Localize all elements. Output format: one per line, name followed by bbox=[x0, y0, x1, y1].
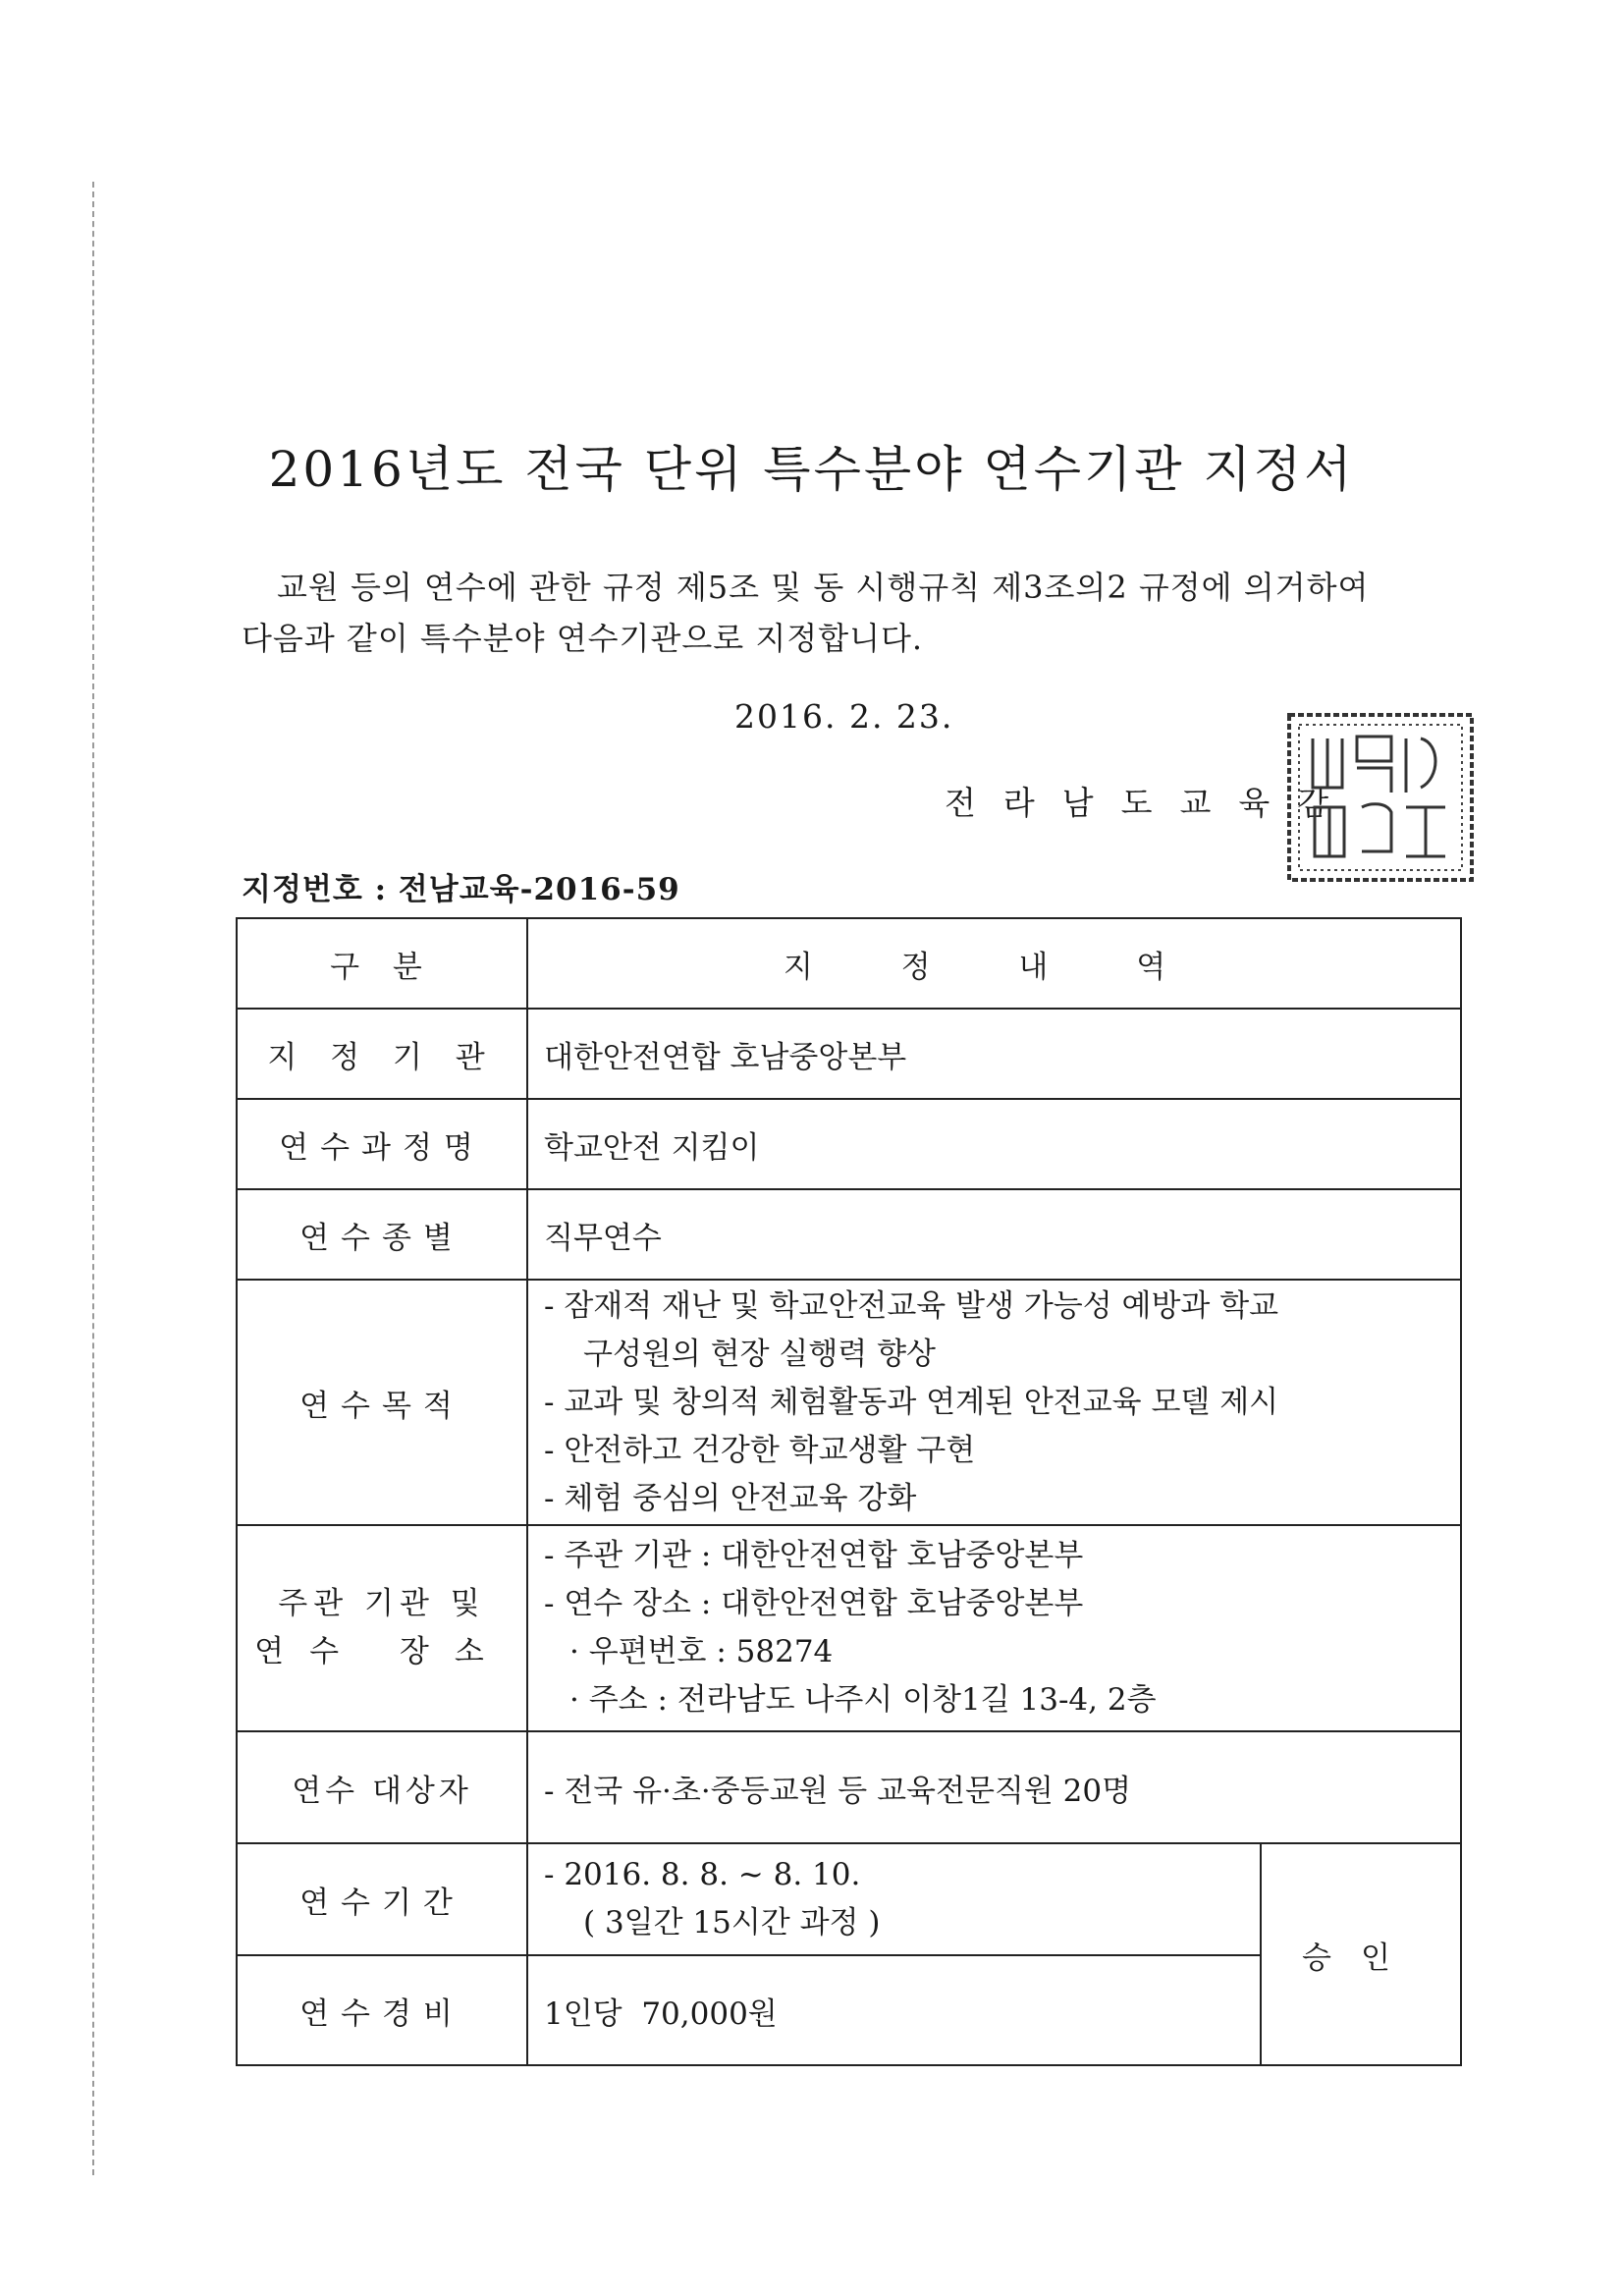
course-label: 연수과정명 bbox=[237, 1099, 527, 1189]
list-item: - 연수 장소 : 대한안전연합 호남중앙본부 bbox=[544, 1586, 1084, 1621]
approval-cell: 승인 bbox=[1261, 1843, 1461, 2065]
designation-number: 지정번호 : 전남교육-2016-59 bbox=[242, 872, 680, 907]
issue-date: 2016. 2. 23. bbox=[734, 697, 954, 736]
host-label bbox=[237, 1525, 527, 1731]
list-item: - 잠재적 재난 및 학교안전교육 발생 가능성 예방과 학교 bbox=[544, 1287, 1279, 1324]
table-row bbox=[237, 1843, 1461, 1955]
table-row bbox=[237, 1099, 1461, 1189]
header-category: 구 분 bbox=[237, 918, 527, 1009]
host-label-line-2: 연수 장소 bbox=[254, 1634, 510, 1669]
list-item: · 주소 : 전라남도 나주시 이창1길 13-4, 2층 bbox=[569, 1682, 1157, 1718]
target-value: - 전국 유·초·중등교원 등 교육전문직원 20명 bbox=[527, 1731, 1461, 1843]
table-row bbox=[237, 1009, 1461, 1099]
designation-table bbox=[236, 917, 1462, 2066]
intro-line-1: 교원 등의 연수에 관한 규정 제5조 및 동 시행규칙 제3조의2 규정에 의거하여 bbox=[277, 569, 1370, 606]
course-value: 학교안전 지킴이 bbox=[527, 1099, 1461, 1189]
table-row bbox=[237, 1189, 1461, 1280]
period-value bbox=[527, 1843, 1261, 1955]
type-label: 연수종별 bbox=[237, 1189, 527, 1280]
purpose-label: 연수목적 bbox=[237, 1280, 527, 1525]
issuer-name: 전라남도교육감 bbox=[945, 784, 1357, 822]
period-line-2: ( 3일간 15시간 과정 ) bbox=[583, 1905, 881, 1941]
intro-paragraph bbox=[242, 562, 1469, 664]
type-value: 직무연수 bbox=[527, 1189, 1461, 1280]
host-label-line-1: 주관 기관 및 bbox=[278, 1586, 486, 1621]
list-item: · 우편번호 : 58274 bbox=[569, 1634, 834, 1669]
list-item: - 체험 중심의 안전교육 강화 bbox=[544, 1480, 917, 1516]
table-row bbox=[237, 1280, 1461, 1525]
cost-value: 1인당 70,000원 bbox=[527, 1955, 1261, 2065]
institution-label: 지 정 기 관 bbox=[237, 1009, 527, 1099]
purpose-list bbox=[527, 1280, 1461, 1525]
period-label: 연수기간 bbox=[237, 1843, 527, 1955]
header-details: 지 정 내 역 bbox=[527, 918, 1461, 1009]
cost-label: 연수경비 bbox=[237, 1955, 527, 2065]
target-label: 연수 대상자 bbox=[237, 1731, 527, 1843]
period-line-1: - 2016. 8. 8. ~ 8. 10. bbox=[544, 1857, 861, 1892]
list-item: 구성원의 현장 실행력 향상 bbox=[583, 1336, 936, 1372]
document-title: 2016년도 전국 단위 특수분야 연수기관 지정서 bbox=[268, 441, 1355, 498]
table-row bbox=[237, 1525, 1461, 1731]
table-header-row bbox=[237, 918, 1461, 1009]
institution-value: 대한안전연합 호남중앙본부 bbox=[527, 1009, 1461, 1099]
intro-line-2: 다음과 같이 특수분야 연수기관으로 지정합니다. bbox=[242, 620, 924, 657]
table-row bbox=[237, 1731, 1461, 1843]
official-seal-icon bbox=[1283, 709, 1478, 886]
list-item: - 교과 및 창의적 체험활동과 연계된 안전교육 모델 제시 bbox=[544, 1384, 1279, 1420]
list-item: - 안전하고 건강한 학교생활 구현 bbox=[544, 1432, 976, 1468]
host-list bbox=[527, 1525, 1461, 1731]
list-item: - 주관 기관 : 대한안전연합 호남중앙본부 bbox=[544, 1538, 1084, 1573]
